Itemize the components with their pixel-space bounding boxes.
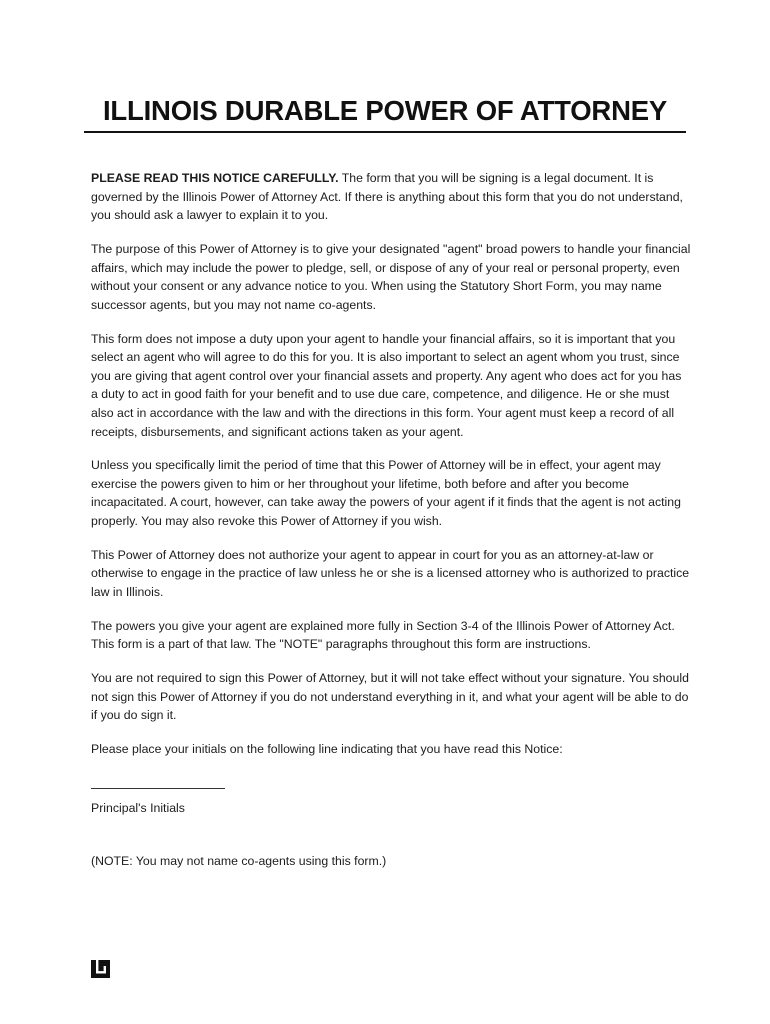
paragraph-agent-duty: This form does not impose a duty upon your agent to handle your financial affairs, so it is important that you select an agent who will agree to do this for you. It is also important to select an agent whom you trust, since you are giving that agent control over your financial assets and property. Any agent who does act for you has a duty to act in good faith for your benefit and to use due care, competence, and diligence. He or she must also act in accordance with the law and with the directions in this form. Your agent must keep a record of all receipts, disbursements, and significant actions taken as your agent. (91, 331, 682, 439)
notice-lead: PLEASE READ THIS NOTICE CAREFULLY. (91, 171, 339, 185)
initials-input-line[interactable] (91, 776, 225, 789)
document-logo-icon (91, 960, 110, 978)
co-agents-note: (NOTE: You may not name co-agents using this form.) (91, 854, 387, 869)
document-body (91, 169, 691, 871)
paragraph-signature: You are not required to sign this Power of Attorney, but it will not take effect without your signature. You should not sign this Power of Attorney if you do not understand everything in it, and what your agent will be able to do if you do sign it. (91, 671, 689, 723)
paragraph-section: The powers you give your agent are explained more fully in Section 3-4 of the Illinois Power of Attorney Act. This form is a part of that law. The "NOTE" paragraphs throughout this form are instructions. (91, 618, 675, 652)
paragraph-purpose: The purpose of this Power of Attorney is to give your designated "agent" broad powers to handle your financial affairs, which may include the power to pledge, sell, or dispose of any of your real or personal property, even without your consent or any advance notice to you. When using the Statutory Short Form, you may name successor agents, but you may not name co-agents. (91, 241, 691, 312)
paragraph-duration: Unless you specifically limit the period of time that this Power of Attorney will be in effect, your agent may exercise the powers given to him or her throughout your lifetime, both before and after you become incapacitated. A court, however, can take away the powers of your agent if it finds that the agent is not acting properly. You may also revoke this Power of Attorney if you wish. (91, 458, 681, 529)
initials-label: Principal's Initials (91, 800, 185, 815)
notice-text: The form that you will be signing is a legal document. It is governed by the Illinois Power of Attorney Act. If there is anything about this form that you do not understand, you should ask a lawyer to explain it to you. (91, 171, 683, 223)
title-block (84, 95, 686, 133)
paragraph-initials-instruction: Please place your initials on the following line indicating that you have read this Notice: (91, 742, 563, 757)
page-title: ILLINOIS DURABLE POWER OF ATTORNEY (102, 95, 668, 126)
notice-paragraph (91, 169, 691, 225)
paragraph-court: This Power of Attorney does not authorize your agent to appear in court for you as an attorney-at-law or otherwise to engage in the practice of law unless he or she is a licensed attorney who is authorized to practice law in Illinois. (91, 547, 690, 600)
